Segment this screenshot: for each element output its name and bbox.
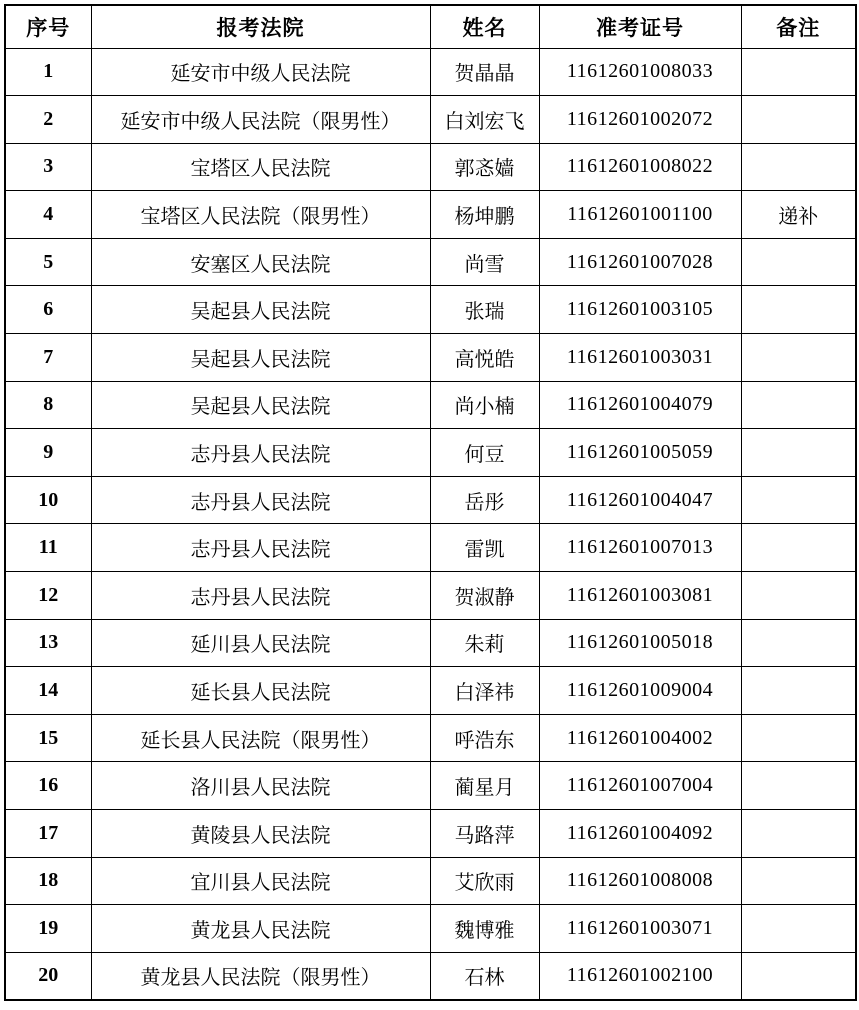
remark-cell bbox=[741, 334, 856, 382]
ticket-cell: 11612601005018 bbox=[539, 619, 741, 667]
header-cell-court: 报考法院 bbox=[91, 5, 430, 48]
ticket-cell: 11612601005059 bbox=[539, 429, 741, 477]
remark-cell bbox=[741, 381, 856, 429]
remark-cell bbox=[741, 48, 856, 96]
ticket-cell: 11612601002072 bbox=[539, 96, 741, 144]
no-cell: 15 bbox=[5, 714, 91, 762]
name-cell: 何豆 bbox=[430, 429, 539, 477]
court-cell: 吴起县人民法院 bbox=[91, 381, 430, 429]
ticket-cell: 11612601004092 bbox=[539, 810, 741, 858]
table-row bbox=[5, 48, 856, 96]
table-row bbox=[5, 334, 856, 382]
no-cell: 2 bbox=[5, 96, 91, 144]
table-row bbox=[5, 714, 856, 762]
ticket-cell: 11612601001100 bbox=[539, 191, 741, 239]
table-row bbox=[5, 96, 856, 144]
court-cell: 黄龙县人民法院（限男性） bbox=[91, 952, 430, 1000]
remark-cell bbox=[741, 524, 856, 572]
table-row bbox=[5, 857, 856, 905]
remark-cell bbox=[741, 572, 856, 620]
table-row bbox=[5, 619, 856, 667]
court-cell: 吴起县人民法院 bbox=[91, 334, 430, 382]
remark-cell bbox=[741, 96, 856, 144]
name-cell: 郭忞嫱 bbox=[430, 143, 539, 191]
name-cell: 白刘宏飞 bbox=[430, 96, 539, 144]
no-cell: 10 bbox=[5, 476, 91, 524]
remark-cell: 递补 bbox=[741, 191, 856, 239]
no-cell: 12 bbox=[5, 572, 91, 620]
court-cell: 吴起县人民法院 bbox=[91, 286, 430, 334]
table-row bbox=[5, 524, 856, 572]
table-row bbox=[5, 429, 856, 477]
court-cell: 延安市中级人民法院（限男性） bbox=[91, 96, 430, 144]
remark-cell bbox=[741, 952, 856, 1000]
no-cell: 20 bbox=[5, 952, 91, 1000]
court-cell: 黄陵县人民法院 bbox=[91, 810, 430, 858]
table-row bbox=[5, 476, 856, 524]
name-cell: 石林 bbox=[430, 952, 539, 1000]
court-cell: 安塞区人民法院 bbox=[91, 238, 430, 286]
no-cell: 18 bbox=[5, 857, 91, 905]
remark-cell bbox=[741, 286, 856, 334]
no-cell: 9 bbox=[5, 429, 91, 477]
name-cell: 杨坤鹏 bbox=[430, 191, 539, 239]
name-cell: 呼浩东 bbox=[430, 714, 539, 762]
no-cell: 6 bbox=[5, 286, 91, 334]
name-cell: 雷凯 bbox=[430, 524, 539, 572]
name-cell: 高悦皓 bbox=[430, 334, 539, 382]
header-cell-remark: 备注 bbox=[741, 5, 856, 48]
court-cell: 洛川县人民法院 bbox=[91, 762, 430, 810]
no-cell: 4 bbox=[5, 191, 91, 239]
name-cell: 贺淑静 bbox=[430, 572, 539, 620]
table-row bbox=[5, 286, 856, 334]
no-cell: 7 bbox=[5, 334, 91, 382]
no-cell: 5 bbox=[5, 238, 91, 286]
ticket-cell: 11612601003031 bbox=[539, 334, 741, 382]
no-cell: 19 bbox=[5, 905, 91, 953]
ticket-cell: 11612601004002 bbox=[539, 714, 741, 762]
court-cell: 宝塔区人民法院 bbox=[91, 143, 430, 191]
no-cell: 14 bbox=[5, 667, 91, 715]
table-row bbox=[5, 810, 856, 858]
table-body bbox=[5, 48, 856, 1000]
ticket-cell: 11612601008008 bbox=[539, 857, 741, 905]
name-cell: 朱莉 bbox=[430, 619, 539, 667]
remark-cell bbox=[741, 762, 856, 810]
no-cell: 8 bbox=[5, 381, 91, 429]
header-row bbox=[5, 5, 856, 48]
remark-cell bbox=[741, 714, 856, 762]
remark-cell bbox=[741, 238, 856, 286]
ticket-cell: 11612601007013 bbox=[539, 524, 741, 572]
table-row bbox=[5, 905, 856, 953]
ticket-cell: 11612601003105 bbox=[539, 286, 741, 334]
name-cell: 魏博雅 bbox=[430, 905, 539, 953]
court-cell: 志丹县人民法院 bbox=[91, 524, 430, 572]
no-cell: 3 bbox=[5, 143, 91, 191]
header-cell-ticket: 准考证号 bbox=[539, 5, 741, 48]
name-cell: 艾欣雨 bbox=[430, 857, 539, 905]
court-cell: 延长县人民法院 bbox=[91, 667, 430, 715]
no-cell: 16 bbox=[5, 762, 91, 810]
court-cell: 志丹县人民法院 bbox=[91, 572, 430, 620]
remark-cell bbox=[741, 810, 856, 858]
ticket-cell: 11612601002100 bbox=[539, 952, 741, 1000]
ticket-cell: 11612601003081 bbox=[539, 572, 741, 620]
court-cell: 黄龙县人民法院 bbox=[91, 905, 430, 953]
table-row bbox=[5, 238, 856, 286]
no-cell: 13 bbox=[5, 619, 91, 667]
table-row bbox=[5, 667, 856, 715]
ticket-cell: 11612601007004 bbox=[539, 762, 741, 810]
remark-cell bbox=[741, 667, 856, 715]
ticket-cell: 11612601007028 bbox=[539, 238, 741, 286]
remark-cell bbox=[741, 857, 856, 905]
header-cell-no: 序号 bbox=[5, 5, 91, 48]
name-cell: 马路萍 bbox=[430, 810, 539, 858]
remark-cell bbox=[741, 476, 856, 524]
no-cell: 1 bbox=[5, 48, 91, 96]
name-cell: 张瑞 bbox=[430, 286, 539, 334]
table-row bbox=[5, 952, 856, 1000]
ticket-cell: 11612601004079 bbox=[539, 381, 741, 429]
name-cell: 尚雪 bbox=[430, 238, 539, 286]
no-cell: 17 bbox=[5, 810, 91, 858]
remark-cell bbox=[741, 143, 856, 191]
ticket-cell: 11612601008022 bbox=[539, 143, 741, 191]
ticket-cell: 11612601003071 bbox=[539, 905, 741, 953]
remark-cell bbox=[741, 905, 856, 953]
name-cell: 尚小楠 bbox=[430, 381, 539, 429]
exam-admission-table bbox=[4, 4, 857, 1001]
court-cell: 志丹县人民法院 bbox=[91, 476, 430, 524]
court-cell: 延川县人民法院 bbox=[91, 619, 430, 667]
no-cell: 11 bbox=[5, 524, 91, 572]
ticket-cell: 11612601009004 bbox=[539, 667, 741, 715]
court-cell: 延长县人民法院（限男性） bbox=[91, 714, 430, 762]
name-cell: 蔺星月 bbox=[430, 762, 539, 810]
name-cell: 岳彤 bbox=[430, 476, 539, 524]
ticket-cell: 11612601004047 bbox=[539, 476, 741, 524]
remark-cell bbox=[741, 429, 856, 477]
ticket-cell: 11612601008033 bbox=[539, 48, 741, 96]
court-cell: 志丹县人民法院 bbox=[91, 429, 430, 477]
court-cell: 宜川县人民法院 bbox=[91, 857, 430, 905]
table-row bbox=[5, 572, 856, 620]
name-cell: 白泽祎 bbox=[430, 667, 539, 715]
table-row bbox=[5, 762, 856, 810]
court-cell: 宝塔区人民法院（限男性） bbox=[91, 191, 430, 239]
name-cell: 贺晶晶 bbox=[430, 48, 539, 96]
court-cell: 延安市中级人民法院 bbox=[91, 48, 430, 96]
table-row bbox=[5, 191, 856, 239]
table-row bbox=[5, 381, 856, 429]
table-row bbox=[5, 143, 856, 191]
header-cell-name: 姓名 bbox=[430, 5, 539, 48]
remark-cell bbox=[741, 619, 856, 667]
table-header bbox=[5, 5, 856, 48]
